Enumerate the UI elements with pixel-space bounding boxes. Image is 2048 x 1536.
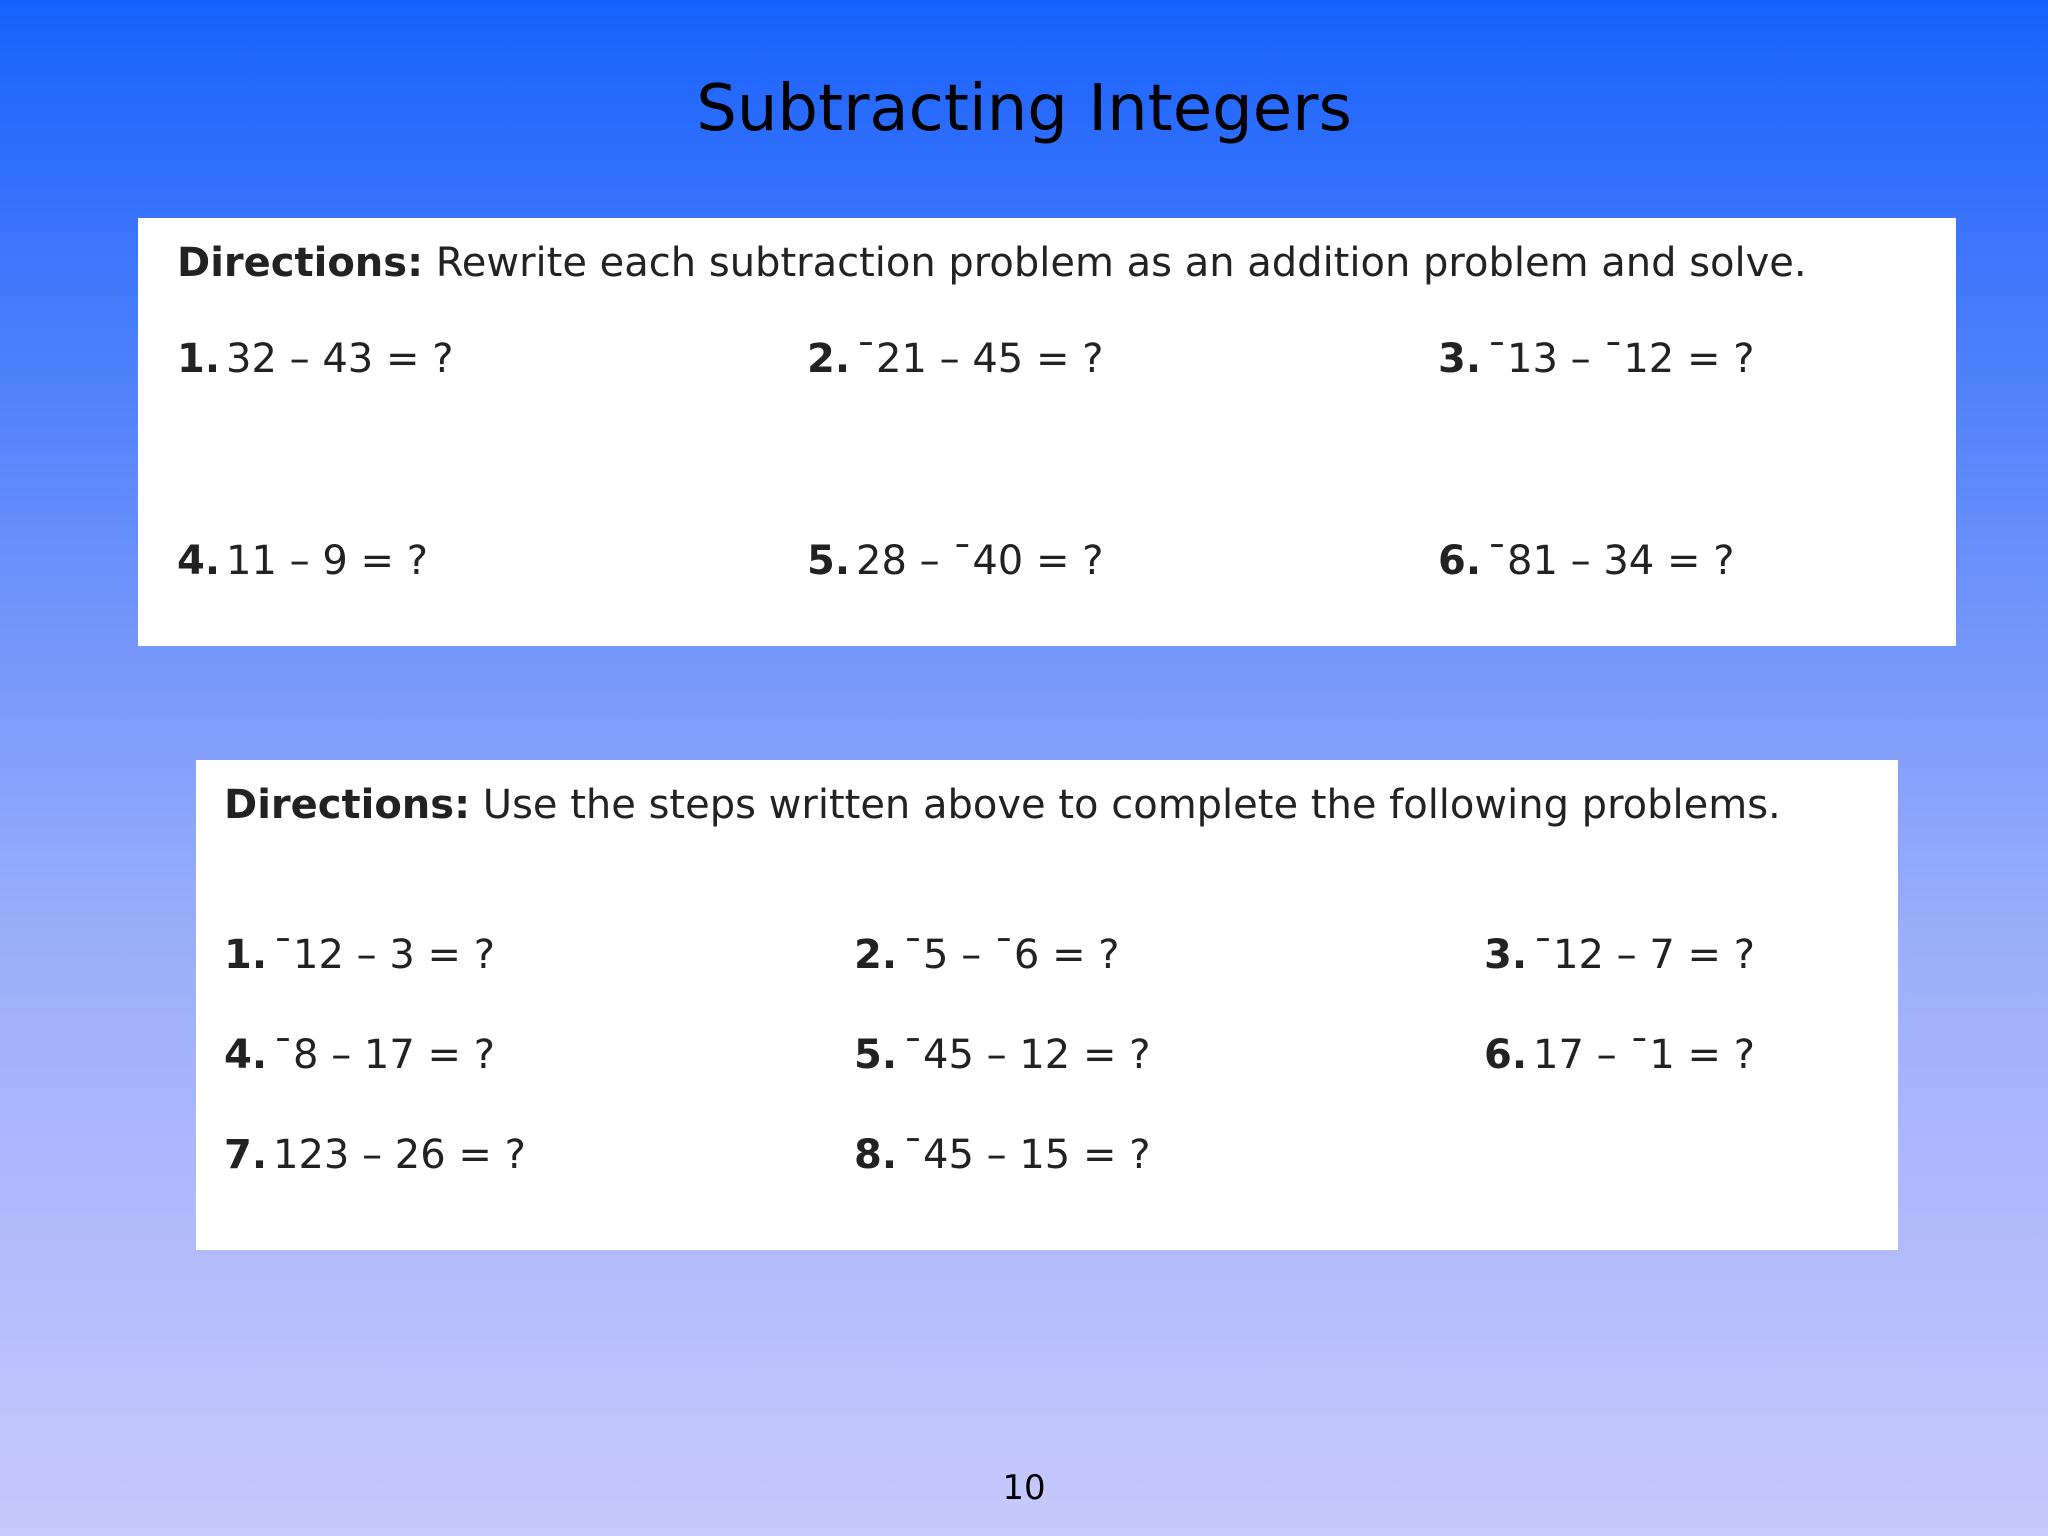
problem-expression: ¯13 – ¯12 = ? bbox=[1487, 336, 1755, 382]
problem-item bbox=[807, 336, 1103, 382]
directions-label: Directions: bbox=[224, 782, 471, 828]
problem-expression: 11 – 9 = ? bbox=[226, 538, 428, 584]
problem-item bbox=[177, 336, 453, 382]
problem-number: 6. bbox=[1438, 538, 1482, 584]
problem-expression: ¯81 – 34 = ? bbox=[1487, 538, 1735, 584]
problem-number: 8. bbox=[854, 1132, 898, 1178]
problem-number: 1. bbox=[224, 932, 268, 978]
problem-expression: ¯12 – 3 = ? bbox=[273, 932, 495, 978]
problem-number: 2. bbox=[807, 336, 851, 382]
problem-item bbox=[224, 1132, 526, 1178]
problem-item bbox=[1438, 336, 1754, 382]
problem-item bbox=[854, 1032, 1150, 1078]
directions-text: Rewrite each subtraction problem as an addition problem and solve. bbox=[423, 240, 1807, 286]
problem-number: 6. bbox=[1484, 1032, 1528, 1078]
directions bbox=[177, 240, 1807, 286]
problem-item bbox=[1438, 538, 1734, 584]
problem-number: 5. bbox=[807, 538, 851, 584]
problem-expression: 28 – ¯40 = ? bbox=[856, 538, 1104, 584]
problem-number: 4. bbox=[224, 1032, 268, 1078]
worksheet-panel-practice bbox=[196, 760, 1898, 1250]
slide-title: Subtracting Integers bbox=[696, 72, 1352, 146]
problem-item bbox=[854, 1132, 1150, 1178]
problem-item bbox=[224, 932, 495, 978]
problem-item bbox=[854, 932, 1120, 978]
problem-number: 1. bbox=[177, 336, 221, 382]
problem-item bbox=[177, 538, 428, 584]
problem-expression: ¯45 – 12 = ? bbox=[903, 1032, 1151, 1078]
problem-expression: 123 – 26 = ? bbox=[273, 1132, 526, 1178]
directions-text: Use the steps written above to complete the following problems. bbox=[470, 782, 1781, 828]
directions bbox=[224, 782, 1781, 828]
problem-item bbox=[1484, 932, 1755, 978]
problem-number: 7. bbox=[224, 1132, 268, 1178]
problem-number: 5. bbox=[854, 1032, 898, 1078]
problem-expression: ¯12 – 7 = ? bbox=[1533, 932, 1755, 978]
problem-expression: ¯8 – 17 = ? bbox=[273, 1032, 495, 1078]
problem-expression: 17 – ¯1 = ? bbox=[1533, 1032, 1755, 1078]
problem-expression: 32 – 43 = ? bbox=[226, 336, 454, 382]
worksheet-panel-rewrite bbox=[138, 218, 1956, 646]
problem-expression: ¯5 – ¯6 = ? bbox=[903, 932, 1120, 978]
problem-number: 4. bbox=[177, 538, 221, 584]
directions-label: Directions: bbox=[177, 240, 424, 286]
problem-number: 3. bbox=[1484, 932, 1528, 978]
problem-item bbox=[807, 538, 1103, 584]
problem-item bbox=[1484, 1032, 1755, 1078]
problem-expression: ¯45 – 15 = ? bbox=[903, 1132, 1151, 1178]
problem-expression: ¯21 – 45 = ? bbox=[856, 336, 1104, 382]
problem-number: 2. bbox=[854, 932, 898, 978]
page-number: 10 bbox=[1002, 1468, 1046, 1508]
problem-item bbox=[224, 1032, 495, 1078]
problem-number: 3. bbox=[1438, 336, 1482, 382]
